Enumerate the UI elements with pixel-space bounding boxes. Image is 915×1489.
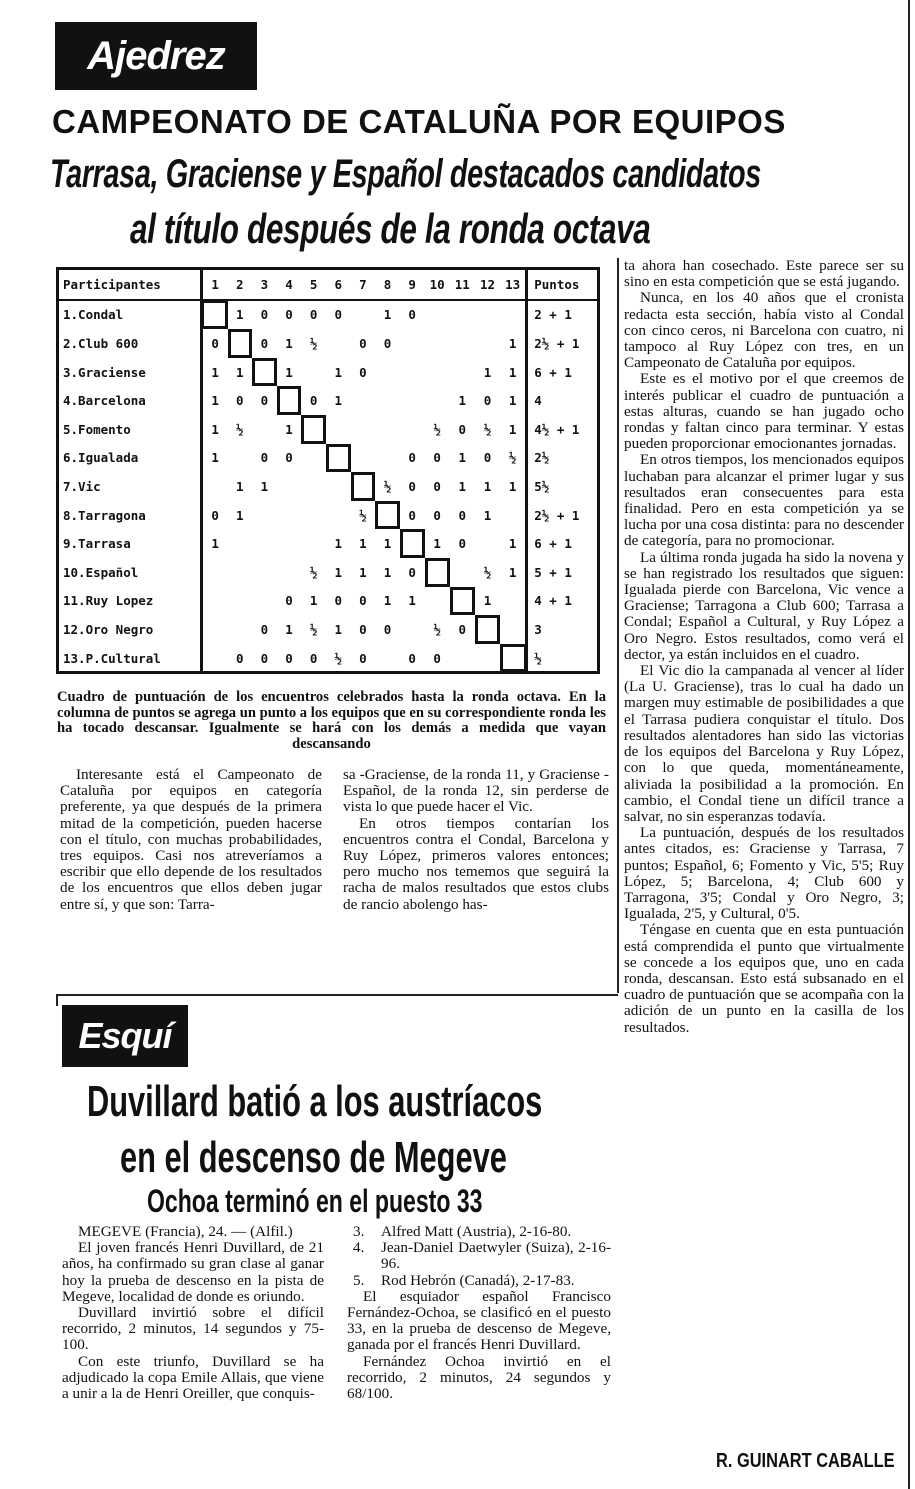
result-cell [475,300,500,330]
result-cell [475,329,500,358]
result-cell: 1 [458,393,467,409]
points-cell: 6 + 1 [527,358,597,387]
result-cell: 0 [309,393,318,409]
result-cell [252,415,277,444]
points-cell: 2½ [527,444,597,473]
result-cell: 0 [433,507,441,523]
result-cell: ½ [334,650,343,666]
header-round-4: 4 [277,270,302,300]
result-cell [277,529,302,558]
result-cell: 1 [285,335,293,351]
result-cell [228,587,253,616]
result-cell: 0 [285,450,293,466]
result-cell: ½ [236,421,244,437]
result-cell [252,529,277,558]
paragraph: Nunca, en los 40 años que el cronista redacta esta sección, había visto al Condal con cinco ceros, ni Barcelona con cuatro, ni tampoco al Ruy López con tres, en un Campeonato de Cataluña por equipos. [624,289,904,372]
result-cell [500,300,527,330]
result-cell [425,386,450,415]
result-cell [301,472,326,501]
result-cell: 1 [309,593,318,609]
team-name: 10.Español [59,558,201,587]
result-cell: 1 [285,364,293,380]
result-cell: 1 [285,421,293,437]
self-match-cell [475,615,500,644]
team-name: 2.Club 600 [59,329,201,358]
result-cell: ½ [309,335,318,351]
result-cell [425,587,450,616]
result-cell [400,386,425,415]
points-cell: 2½ + 1 [527,329,597,358]
paragraph: ta ahora han cosechado. Este parece ser su sino en esta competición que se está jugando. [624,257,904,291]
table-row [59,358,597,387]
ski-headline-line2: en el descenso de Megeve [120,1133,507,1182]
result-cell: ½ [483,564,492,580]
result-cell: 1 [383,564,392,580]
ski-article-column-1 [62,1224,324,1402]
result-cell [450,300,475,330]
result-cell: 0 [408,307,416,323]
paragraph: Duvillard invirtió sobre el difícil recorrido, 2 minutos, 14 segundos y 75-100. [62,1304,324,1354]
result-cell: 1 [211,450,219,466]
result-cell [326,472,351,501]
section-tag-esqui: Esquí [62,1005,188,1067]
result-cell: 0 [285,593,293,609]
table-row [59,300,597,330]
paragraph: El Vic dio la campanada al vencer al líder (La U. Graciense), tras lo cual ha dado un margen muy estimable de posibilidades a que el Tarrasa pudiera conquistar el título. Dos resultados alentadores han sido las victorias de los equipos del Barcelona y Ruy López, con lo que queda, momentáneamente, aliviada la posibilidad a la promoción. En cambio, el Condal tiene un difícil trance a salvar, no sin esperanzas todavía. [624,662,904,825]
result-item [347,1240,611,1272]
chess-article-column-1 [60,767,322,913]
section-divider-corner [56,994,58,1006]
table-row [59,386,597,415]
result-cell: 0 [359,335,367,351]
self-match-cell [228,329,253,358]
race-results-list [347,1224,611,1289]
ski-article-column-2 [347,1224,611,1402]
result-cell: ½ [508,450,517,466]
result-cell: 0 [309,650,318,666]
result-cell: 0 [433,650,441,666]
team-name: 12.Oro Negro [59,615,201,644]
result-cell: 0 [483,450,492,466]
result-cell: 1 [236,478,244,494]
result-cell: 0 [260,393,269,409]
result-cell: 0 [433,478,441,494]
result-cell: ½ [309,621,318,637]
result-cell: 0 [236,393,244,409]
team-name: 3.Graciense [59,358,201,387]
table-row [59,558,597,587]
result-cell: ½ [483,421,492,437]
table-row [59,587,597,616]
result-cell: 0 [260,335,269,351]
chess-headline: CAMPEONATO DE CATALUÑA POR EQUIPOS [52,103,786,140]
team-name: 7.Vic [59,472,201,501]
header-round-7: 7 [351,270,376,300]
section-tag-ajedrez: Ajedrez [55,22,257,90]
ski-subheadline: Ochoa terminó en el puesto 33 [147,1183,483,1219]
result-cell: 1 [383,536,392,552]
table-row [59,615,597,644]
result-cell [301,444,326,473]
result-cell [351,300,376,330]
result-cell: 0 [260,307,269,323]
points-cell: 4½ + 1 [527,415,597,444]
result-position: 3. [353,1223,365,1240]
score-table-header [59,270,597,300]
result-cell [450,329,475,358]
result-cell [425,358,450,387]
result-cell: 0 [383,335,392,351]
result-cell: 0 [211,335,219,351]
result-cell: 1 [260,478,269,494]
paragraph: La puntuación, después de los resultados antes citados, es: Graciense y Tarrasa, 7 puntos; Español, 6; Fomento y Vic, 5'5; Ruy López, 5; Barcelona, 4; Club 600 y Tarragona, 3'5; Condal y Oro Negro, 3; Igualada, 2'5, y Cultural, 0'5. [624,824,904,923]
header-round-12: 12 [475,270,500,300]
section-divider [56,994,618,996]
result-cell: 0 [408,450,416,466]
result-cell: 1 [508,536,517,552]
result-cell: 0 [260,621,269,637]
result-cell [201,587,227,616]
paragraph: En otros tiempos contarían los encuentros contra el Condal, Barcelona y Ruy López, primeros valores entonces; pero mucho nos tememos que seguirá la racha de malos resultados que estos clubs de rancio abolengo has- [343,814,609,913]
result-cell: 1 [433,536,441,552]
result-item [347,1224,611,1240]
result-cell [475,644,500,673]
table-row [59,529,597,558]
ski-headline-line1: Duvillard batió a los austríacos [87,1077,543,1126]
table-row [59,329,597,358]
result-cell: 0 [483,393,492,409]
table-row [59,472,597,501]
result-cell: 0 [260,650,269,666]
table-row [59,444,597,473]
result-cell: ½ [433,421,441,437]
header-round-2: 2 [228,270,253,300]
result-cell: 0 [359,621,367,637]
result-cell: 0 [309,307,318,323]
result-cell: 1 [334,364,343,380]
paragraph: sa -Graciense, de la ronda 11, y Graciense - Español, de la ronda 12, sin perderse de vista lo que puede hacer el Vic. [343,766,609,816]
self-match-cell [252,358,277,387]
result-cell: 0 [359,593,367,609]
result-item [347,1273,611,1289]
paragraph: Interesante está el Campeonato de Cataluña por equipos en categoría preferente, ya que después de la primera mitad de la competición, pueden hacerse con el título, con muchas probabilidades, tres equipos. Casi nos atreveríamos a escribir que ello depende de los resultados de los encuentros que ellos deben jugar entre sí, y que son: Tarra- [60,766,322,913]
points-cell: 6 + 1 [527,529,597,558]
result-cell [326,501,351,530]
header-round-1: 1 [201,270,227,300]
result-cell: 0 [433,450,441,466]
result-cell: 1 [508,478,517,494]
header-round-13: 13 [500,270,527,300]
result-cell: 0 [408,564,416,580]
result-cell [252,558,277,587]
result-cell [500,501,527,530]
result-cell [375,644,400,673]
result-position: 5. [353,1271,365,1289]
chess-article-column-2 [343,767,609,913]
result-cell: ½ [383,478,392,494]
result-cell: 0 [359,650,367,666]
paragraph: Téngase en cuenta que en esta puntuación está comprendida el punto que virtualmente se concede a los equipos que, uno en cada ronda, descansan. Esto está subsanado en el cuadro de puntuación que se acompaña con la adición de un punto en la casilla de los resultados. [624,921,904,1036]
result-cell: 1 [508,335,517,351]
result-cell: 0 [359,364,367,380]
result-cell: 1 [236,364,244,380]
points-cell: 4 + 1 [527,587,597,616]
result-cell: 0 [458,621,467,637]
byline: R. GUINART CABALLE [716,1450,895,1472]
result-cell [375,444,400,473]
team-name: 11.Ruy Lopez [59,587,201,616]
table-row [59,501,597,530]
result-cell: 1 [211,393,219,409]
result-cell: 1 [211,364,219,380]
result-cell [201,644,227,673]
result-cell: 0 [408,478,416,494]
paragraph: La última ronda jugada ha sido la novena y se han registrado los resultados que siguen: Igualada pierde con Barcelona, Vic vence a Graciense; Tarragona a Club 600; Tarrasa a Condal; Español a Cultural, y Ruy López a Oro Negro. Estos resultados, como verá el dector, ya están incluidos en el cuadro. [624,548,904,663]
result-cell: 0 [458,421,467,437]
result-cell: 0 [334,307,343,323]
chess-article-column-3 [624,258,904,1036]
team-name: 13.P.Cultural [59,644,201,673]
header-round-3: 3 [252,270,277,300]
result-cell [450,358,475,387]
chess-subheadline-line1: Tarrasa, Graciense y Español destacados candidatos [50,152,761,196]
result-cell [375,358,400,387]
team-name: 9.Tarrasa [59,529,201,558]
result-cell: 0 [334,593,343,609]
result-cell [425,300,450,330]
result-cell [400,358,425,387]
result-cell: 1 [483,478,492,494]
table-row [59,644,597,673]
team-name: 8.Tarragona [59,501,201,530]
result-cell: 1 [334,621,343,637]
result-cell [228,444,253,473]
points-cell: 2 + 1 [527,300,597,330]
result-cell: ½ [309,564,318,580]
team-name: 5.Fomento [59,415,201,444]
result-cell: 1 [236,507,244,523]
result-cell: 1 [508,393,517,409]
result-cell [375,386,400,415]
table-caption: Cuadro de puntuación de los encuentros celebrados hasta la ronda octava. En la columna de puntos se agrega un punto a los equipos que en su correspondiente ronda les ha tocado descansar. Igualmente se hará con los demás a medida que vayan descansando [57,689,606,752]
result-cell [351,444,376,473]
page-edge-rule [908,0,910,1489]
result-cell [351,415,376,444]
result-cell: 1 [211,421,219,437]
points-cell: 5 + 1 [527,558,597,587]
result-cell [201,472,227,501]
points-cell: ½ [527,644,597,673]
result-cell [277,501,302,530]
result-cell: 1 [383,593,392,609]
result-cell: 1 [334,536,343,552]
table-row [59,415,597,444]
result-cell: 1 [359,536,367,552]
result-cell: 1 [458,450,467,466]
chess-subheadline-line2: al título después de la ronda octava [130,205,651,252]
result-cell [301,529,326,558]
result-cell [228,615,253,644]
header-round-8: 8 [375,270,400,300]
result-cell [475,529,500,558]
result-cell: 1 [483,364,492,380]
result-text: Jean-Daniel Daetwyler (Suiza), 2-16-96. [381,1239,611,1273]
header-round-5: 5 [301,270,326,300]
paragraph: Fernández Ochoa invirtió en el recorrido, 2 minutos, 24 segundos y 68/100. [347,1352,611,1403]
team-name: 4.Barcelona [59,386,201,415]
result-cell: 0 [236,650,244,666]
paragraph: Este es el motivo por el que creemos de interés publicar el cuadro de puntuación a estas alturas, cuando se han jugado ocho rondas y faltan cinco para terminar. Y estas pueden proporcionar emocionantes jornadas. [624,370,904,453]
result-cell: 0 [285,307,293,323]
paragraph: Con este triunfo, Duvillard se ha adjudicado la copa Emile Allais, que viene a unir a la de Henri Oreiller, que conquis- [62,1352,324,1403]
result-cell: 0 [458,536,467,552]
result-cell [375,415,400,444]
result-text: Alfred Matt (Austria), 2-16-80. [381,1223,572,1240]
self-match-cell [375,501,400,530]
result-cell [301,501,326,530]
result-cell [351,386,376,415]
self-match-cell [450,587,475,616]
dateline: MEGEVE (Francia), 24. — (Alfil.) [78,1223,293,1240]
result-cell: 1 [508,364,517,380]
self-match-cell [326,444,351,473]
header-round-10: 10 [425,270,450,300]
result-cell [228,558,253,587]
result-cell [326,329,351,358]
header-participants: Participantes [59,270,201,300]
points-cell: 4 [527,386,597,415]
self-match-cell [425,558,450,587]
result-cell: 0 [211,507,219,523]
self-match-cell [400,529,425,558]
result-cell [301,358,326,387]
result-cell [228,529,253,558]
self-match-cell [500,644,527,673]
score-table-frame [56,267,600,674]
result-cell [201,615,227,644]
header-round-9: 9 [400,270,425,300]
result-cell [400,415,425,444]
team-name: 1.Condal [59,300,201,330]
result-cell: ½ [359,507,367,523]
result-cell [277,472,302,501]
result-cell: 1 [359,564,367,580]
result-cell: 1 [211,536,219,552]
result-cell [450,558,475,587]
result-cell: 1 [334,564,343,580]
header-points: Puntos [527,270,597,300]
result-cell [400,329,425,358]
score-table [59,270,597,672]
result-cell: 1 [236,307,244,323]
result-cell: 1 [458,478,467,494]
result-cell [201,558,227,587]
points-cell: 2½ + 1 [527,501,597,530]
result-cell: 1 [508,564,517,580]
points-cell: 3 [527,615,597,644]
result-cell: 1 [285,621,293,637]
team-name: 6.Igualada [59,444,201,473]
result-cell: ½ [433,621,441,637]
result-cell [450,644,475,673]
result-position: 4. [353,1239,365,1257]
result-cell [400,615,425,644]
result-cell: 1 [334,393,343,409]
result-cell: 1 [483,507,492,523]
result-cell: 0 [260,450,269,466]
result-cell: 1 [408,593,416,609]
result-cell [425,329,450,358]
result-cell [326,415,351,444]
self-match-cell [351,472,376,501]
result-cell [252,501,277,530]
header-round-6: 6 [326,270,351,300]
result-cell: 0 [458,507,467,523]
result-cell: 0 [383,621,392,637]
result-cell: 1 [483,593,492,609]
result-cell [500,587,527,616]
column-divider [617,258,619,993]
result-cell: 1 [508,421,517,437]
self-match-cell [277,386,302,415]
result-cell: 1 [383,307,392,323]
result-cell: 0 [408,650,416,666]
self-match-cell [301,415,326,444]
header-round-11: 11 [450,270,475,300]
paragraph: El joven francés Henri Duvillard, de 21 años, ha confirmado su gran clase al ganar hoy la prueba de descenso en la pista de Megeve, localidad de donde es oriundo. [62,1239,324,1305]
result-cell [252,587,277,616]
result-cell: 0 [285,650,293,666]
points-cell: 5½ [527,472,597,501]
result-text: Rod Hebrón (Canadá), 2-17-83. [381,1271,575,1289]
result-cell: 0 [408,507,416,523]
result-cell [277,558,302,587]
paragraph: En otros tiempos, los mencionados equipos luchaban para alcanzar el primer lugar y sus resultados eran consecuentes para esta finalidad. Pero en esta competición ya se lucha por una cosa distinta: para no descender de categoría, para no promocionar. [624,451,904,550]
paragraph: El esquiador español Francisco Fernández-Ochoa, se clasificó en el puesto 33, en la prueba de descenso de Megeve, ganada por el francés Henri Duvillard. [347,1287,611,1354]
self-match-cell [201,300,227,330]
result-cell [500,615,527,644]
